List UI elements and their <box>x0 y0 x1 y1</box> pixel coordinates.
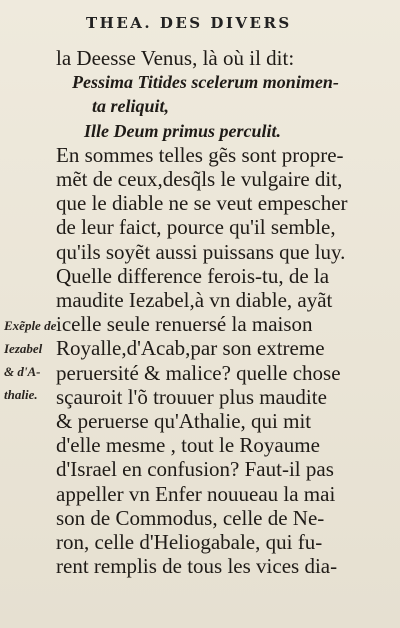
text-line: peruersité & malice? quelle chose <box>56 360 341 385</box>
margin-note <box>4 314 56 406</box>
text-line: rent remplis de tous les vices dia- <box>56 554 338 579</box>
text-line: d'Israel en confusion? Faut-il pas <box>56 457 334 482</box>
text-line: sçauroit l'õ trouuer plus maudite <box>56 384 327 409</box>
text-line: de leur faict, pource qu'il semble, <box>56 215 336 240</box>
verse-line: Pessima Titides scelerum monimen- <box>72 72 339 93</box>
text-line: & peruerse qu'Athalie, qui mit <box>56 409 312 434</box>
text-line: icelle seule renuersé la maison <box>56 312 313 337</box>
text-line: que le diable ne se veut empescher <box>56 191 348 216</box>
text-line: En sommes telles gẽs sont propre- <box>56 142 344 167</box>
text-line: la Deesse Venus, là où il dit: <box>56 46 295 70</box>
verse-line: Ille Deum primus perculit. <box>84 120 282 141</box>
text-line: maudite Iezabel,à vn diable, ayãt <box>56 288 333 313</box>
running-head: THEA. DES DIVERS <box>86 14 292 32</box>
margin-note-line: thalie. <box>4 387 38 402</box>
text-line: ron, celle d'Heliogabale, qui fu- <box>56 530 323 555</box>
text-line: appeller vn Enfer nouueau la mai <box>56 481 336 506</box>
text-line: Quelle difference ferois-tu, de la <box>56 263 330 288</box>
text-line: d'elle mesme , tout le Royaume <box>56 433 320 458</box>
body-text <box>56 46 396 578</box>
margin-note-line: Exẽple de <box>4 318 57 333</box>
text-line: Royalle,d'Acab,par son extreme <box>56 336 325 361</box>
verse-line: ta reliquit, <box>92 96 170 117</box>
margin-note-line: & d'A- <box>4 364 41 379</box>
text-line: qu'ils soyẽt aussi puissans que luy. <box>56 239 346 264</box>
text-line: mẽt de ceux,desq̃ls le vulgaire dit, <box>56 167 343 192</box>
text-line: son de Commodus, celle de Ne- <box>56 505 325 530</box>
margin-note-line: Iezabel <box>4 341 43 356</box>
